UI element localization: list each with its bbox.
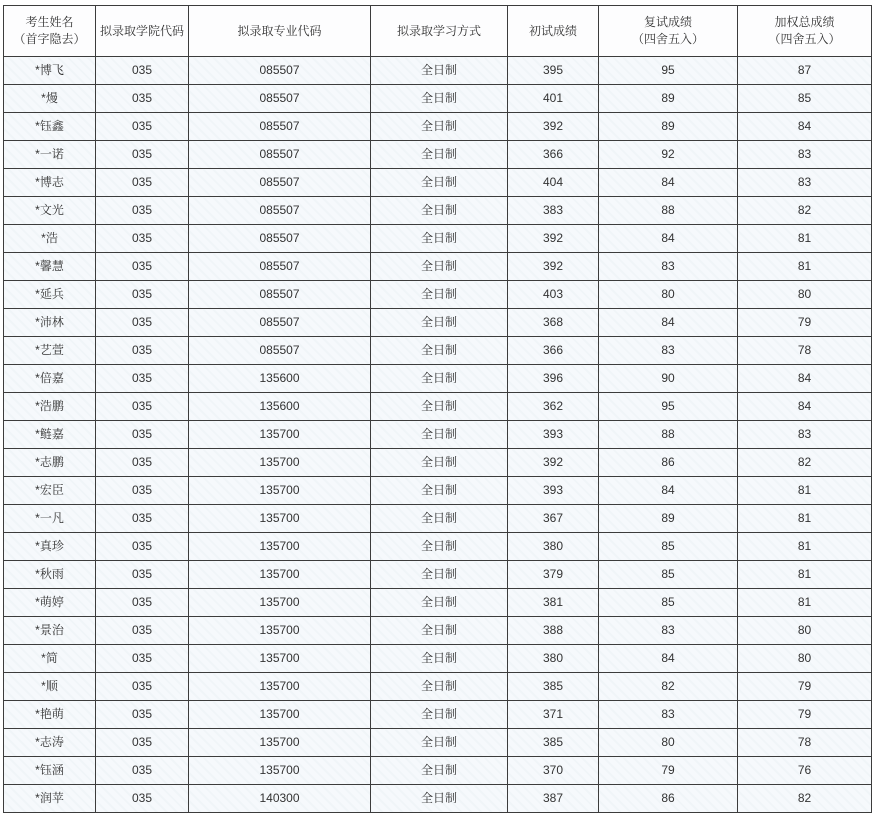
cell-name: *志鹏 [4, 449, 96, 477]
cell-initial_score: 368 [508, 309, 599, 337]
cell-retest_score: 84 [599, 225, 738, 253]
cell-major_code: 135700 [189, 421, 371, 449]
cell-study_mode: 全日制 [371, 561, 508, 589]
cell-major_code: 085507 [189, 197, 371, 225]
table-row [4, 617, 872, 645]
cell-initial_score: 371 [508, 701, 599, 729]
cell-name: *浩鹏 [4, 393, 96, 421]
cell-college_code: 035 [96, 309, 189, 337]
table-row [4, 477, 872, 505]
cell-name: *博志 [4, 169, 96, 197]
cell-weighted_total: 80 [738, 281, 872, 309]
column-header-weighted_total: 加权总成绩 （四舍五入） [738, 6, 872, 57]
cell-name: *浩 [4, 225, 96, 253]
table-row [4, 393, 872, 421]
cell-major_code: 140300 [189, 785, 371, 813]
cell-weighted_total: 84 [738, 365, 872, 393]
cell-college_code: 035 [96, 141, 189, 169]
cell-retest_score: 82 [599, 673, 738, 701]
cell-major_code: 135700 [189, 477, 371, 505]
cell-study_mode: 全日制 [371, 449, 508, 477]
cell-study_mode: 全日制 [371, 421, 508, 449]
cell-initial_score: 388 [508, 617, 599, 645]
cell-weighted_total: 81 [738, 561, 872, 589]
cell-weighted_total: 82 [738, 197, 872, 225]
cell-name: *沛林 [4, 309, 96, 337]
cell-college_code: 035 [96, 449, 189, 477]
table-row [4, 449, 872, 477]
cell-retest_score: 95 [599, 393, 738, 421]
cell-major_code: 085507 [189, 141, 371, 169]
cell-name: *艺萱 [4, 337, 96, 365]
cell-retest_score: 88 [599, 421, 738, 449]
cell-weighted_total: 84 [738, 393, 872, 421]
cell-weighted_total: 81 [738, 477, 872, 505]
table-row [4, 57, 872, 85]
cell-retest_score: 89 [599, 113, 738, 141]
table-row [4, 785, 872, 813]
cell-initial_score: 387 [508, 785, 599, 813]
cell-retest_score: 83 [599, 701, 738, 729]
cell-retest_score: 85 [599, 589, 738, 617]
cell-initial_score: 370 [508, 757, 599, 785]
cell-retest_score: 92 [599, 141, 738, 169]
cell-retest_score: 84 [599, 645, 738, 673]
table-row [4, 225, 872, 253]
cell-college_code: 035 [96, 225, 189, 253]
column-header-college_code: 拟录取学院代码 [96, 6, 189, 57]
cell-college_code: 035 [96, 57, 189, 85]
table-row [4, 673, 872, 701]
table-row [4, 701, 872, 729]
cell-college_code: 035 [96, 477, 189, 505]
cell-retest_score: 85 [599, 533, 738, 561]
cell-name: *润苹 [4, 785, 96, 813]
cell-retest_score: 89 [599, 85, 738, 113]
cell-study_mode: 全日制 [371, 309, 508, 337]
cell-major_code: 135700 [189, 645, 371, 673]
cell-initial_score: 362 [508, 393, 599, 421]
cell-initial_score: 381 [508, 589, 599, 617]
cell-retest_score: 83 [599, 337, 738, 365]
cell-initial_score: 392 [508, 225, 599, 253]
cell-college_code: 035 [96, 365, 189, 393]
cell-major_code: 135700 [189, 617, 371, 645]
cell-weighted_total: 82 [738, 785, 872, 813]
cell-weighted_total: 76 [738, 757, 872, 785]
table-body [4, 57, 872, 813]
table-row [4, 589, 872, 617]
cell-college_code: 035 [96, 757, 189, 785]
cell-retest_score: 80 [599, 281, 738, 309]
cell-initial_score: 385 [508, 673, 599, 701]
cell-college_code: 035 [96, 337, 189, 365]
cell-name: *一诺 [4, 141, 96, 169]
cell-name: *钰鑫 [4, 113, 96, 141]
cell-name: *倍嘉 [4, 365, 96, 393]
cell-study_mode: 全日制 [371, 141, 508, 169]
cell-initial_score: 393 [508, 421, 599, 449]
cell-college_code: 035 [96, 785, 189, 813]
cell-name: *钰涵 [4, 757, 96, 785]
cell-initial_score: 404 [508, 169, 599, 197]
cell-initial_score: 401 [508, 85, 599, 113]
table-row [4, 337, 872, 365]
cell-retest_score: 89 [599, 505, 738, 533]
cell-study_mode: 全日制 [371, 113, 508, 141]
cell-name: *博飞 [4, 57, 96, 85]
cell-retest_score: 83 [599, 253, 738, 281]
cell-name: *熳 [4, 85, 96, 113]
cell-name: *馨慧 [4, 253, 96, 281]
cell-college_code: 035 [96, 197, 189, 225]
cell-college_code: 035 [96, 113, 189, 141]
cell-college_code: 035 [96, 729, 189, 757]
table-row [4, 533, 872, 561]
cell-college_code: 035 [96, 701, 189, 729]
cell-initial_score: 379 [508, 561, 599, 589]
cell-initial_score: 392 [508, 449, 599, 477]
cell-major_code: 135700 [189, 533, 371, 561]
cell-college_code: 035 [96, 617, 189, 645]
cell-major_code: 135700 [189, 757, 371, 785]
cell-major_code: 135600 [189, 393, 371, 421]
cell-initial_score: 383 [508, 197, 599, 225]
cell-major_code: 085507 [189, 85, 371, 113]
cell-major_code: 135600 [189, 365, 371, 393]
cell-major_code: 135700 [189, 701, 371, 729]
cell-name: *宏臣 [4, 477, 96, 505]
cell-initial_score: 396 [508, 365, 599, 393]
cell-weighted_total: 83 [738, 141, 872, 169]
cell-weighted_total: 83 [738, 169, 872, 197]
cell-study_mode: 全日制 [371, 589, 508, 617]
table-row [4, 421, 872, 449]
cell-study_mode: 全日制 [371, 393, 508, 421]
cell-weighted_total: 78 [738, 337, 872, 365]
cell-retest_score: 90 [599, 365, 738, 393]
cell-name: *延兵 [4, 281, 96, 309]
cell-weighted_total: 78 [738, 729, 872, 757]
cell-study_mode: 全日制 [371, 729, 508, 757]
cell-study_mode: 全日制 [371, 225, 508, 253]
cell-name: *秋雨 [4, 561, 96, 589]
cell-weighted_total: 85 [738, 85, 872, 113]
cell-name: *顺 [4, 673, 96, 701]
cell-name: *艳萌 [4, 701, 96, 729]
cell-weighted_total: 84 [738, 113, 872, 141]
cell-study_mode: 全日制 [371, 533, 508, 561]
cell-college_code: 035 [96, 533, 189, 561]
cell-major_code: 085507 [189, 113, 371, 141]
cell-study_mode: 全日制 [371, 617, 508, 645]
cell-retest_score: 80 [599, 729, 738, 757]
cell-weighted_total: 79 [738, 673, 872, 701]
cell-study_mode: 全日制 [371, 253, 508, 281]
cell-initial_score: 380 [508, 533, 599, 561]
cell-major_code: 085507 [189, 337, 371, 365]
cell-major_code: 135700 [189, 673, 371, 701]
cell-college_code: 035 [96, 561, 189, 589]
cell-weighted_total: 79 [738, 701, 872, 729]
cell-initial_score: 366 [508, 141, 599, 169]
cell-retest_score: 86 [599, 449, 738, 477]
cell-weighted_total: 80 [738, 617, 872, 645]
cell-college_code: 035 [96, 253, 189, 281]
cell-name: *志涛 [4, 729, 96, 757]
table-header [4, 6, 872, 57]
cell-study_mode: 全日制 [371, 785, 508, 813]
table-row [4, 729, 872, 757]
cell-college_code: 035 [96, 169, 189, 197]
table-row [4, 253, 872, 281]
cell-study_mode: 全日制 [371, 505, 508, 533]
cell-initial_score: 367 [508, 505, 599, 533]
cell-college_code: 035 [96, 589, 189, 617]
table-row [4, 561, 872, 589]
table-row [4, 505, 872, 533]
cell-retest_score: 83 [599, 617, 738, 645]
cell-retest_score: 86 [599, 785, 738, 813]
cell-weighted_total: 81 [738, 589, 872, 617]
cell-weighted_total: 81 [738, 505, 872, 533]
cell-retest_score: 85 [599, 561, 738, 589]
table-row [4, 113, 872, 141]
cell-college_code: 035 [96, 645, 189, 673]
column-header-retest_score: 复试成绩 （四舍五入） [599, 6, 738, 57]
cell-study_mode: 全日制 [371, 645, 508, 673]
table-row [4, 85, 872, 113]
table-row [4, 141, 872, 169]
cell-weighted_total: 80 [738, 645, 872, 673]
cell-major_code: 135700 [189, 561, 371, 589]
cell-name: *文光 [4, 197, 96, 225]
table-row [4, 281, 872, 309]
cell-name: *真珍 [4, 533, 96, 561]
table-row [4, 197, 872, 225]
cell-college_code: 035 [96, 421, 189, 449]
cell-study_mode: 全日制 [371, 701, 508, 729]
table-row [4, 169, 872, 197]
cell-weighted_total: 82 [738, 449, 872, 477]
cell-initial_score: 392 [508, 253, 599, 281]
cell-name: *萌婷 [4, 589, 96, 617]
column-header-major_code: 拟录取专业代码 [189, 6, 371, 57]
cell-college_code: 035 [96, 673, 189, 701]
cell-weighted_total: 87 [738, 57, 872, 85]
cell-college_code: 035 [96, 393, 189, 421]
cell-name: *一凡 [4, 505, 96, 533]
cell-study_mode: 全日制 [371, 365, 508, 393]
cell-name: *景治 [4, 617, 96, 645]
cell-name: *鲢嘉 [4, 421, 96, 449]
cell-study_mode: 全日制 [371, 197, 508, 225]
cell-college_code: 035 [96, 85, 189, 113]
cell-initial_score: 366 [508, 337, 599, 365]
cell-initial_score: 395 [508, 57, 599, 85]
cell-retest_score: 84 [599, 309, 738, 337]
cell-study_mode: 全日制 [371, 673, 508, 701]
cell-initial_score: 385 [508, 729, 599, 757]
cell-weighted_total: 83 [738, 421, 872, 449]
cell-weighted_total: 79 [738, 309, 872, 337]
cell-major_code: 085507 [189, 281, 371, 309]
cell-retest_score: 84 [599, 169, 738, 197]
cell-major_code: 135700 [189, 449, 371, 477]
column-header-initial_score: 初试成绩 [508, 6, 599, 57]
cell-initial_score: 380 [508, 645, 599, 673]
cell-college_code: 035 [96, 505, 189, 533]
cell-weighted_total: 81 [738, 225, 872, 253]
cell-initial_score: 403 [508, 281, 599, 309]
cell-study_mode: 全日制 [371, 85, 508, 113]
cell-college_code: 035 [96, 281, 189, 309]
column-header-name: 考生姓名 （首字隐去） [4, 6, 96, 57]
cell-major_code: 085507 [189, 57, 371, 85]
cell-major_code: 085507 [189, 169, 371, 197]
cell-study_mode: 全日制 [371, 337, 508, 365]
cell-major_code: 085507 [189, 225, 371, 253]
cell-weighted_total: 81 [738, 253, 872, 281]
cell-study_mode: 全日制 [371, 281, 508, 309]
table-row [4, 757, 872, 785]
cell-initial_score: 393 [508, 477, 599, 505]
cell-weighted_total: 81 [738, 533, 872, 561]
cell-major_code: 085507 [189, 309, 371, 337]
cell-major_code: 135700 [189, 729, 371, 757]
cell-major_code: 135700 [189, 505, 371, 533]
cell-retest_score: 84 [599, 477, 738, 505]
cell-study_mode: 全日制 [371, 57, 508, 85]
cell-study_mode: 全日制 [371, 169, 508, 197]
column-header-study_mode: 拟录取学习方式 [371, 6, 508, 57]
cell-retest_score: 95 [599, 57, 738, 85]
cell-name: *简 [4, 645, 96, 673]
cell-retest_score: 88 [599, 197, 738, 225]
table-row [4, 365, 872, 393]
cell-major_code: 085507 [189, 253, 371, 281]
cell-study_mode: 全日制 [371, 757, 508, 785]
cell-study_mode: 全日制 [371, 477, 508, 505]
cell-retest_score: 79 [599, 757, 738, 785]
table-row [4, 645, 872, 673]
table-row [4, 309, 872, 337]
cell-initial_score: 392 [508, 113, 599, 141]
header-row [4, 6, 872, 57]
admission-score-table [3, 5, 872, 813]
cell-major_code: 135700 [189, 589, 371, 617]
